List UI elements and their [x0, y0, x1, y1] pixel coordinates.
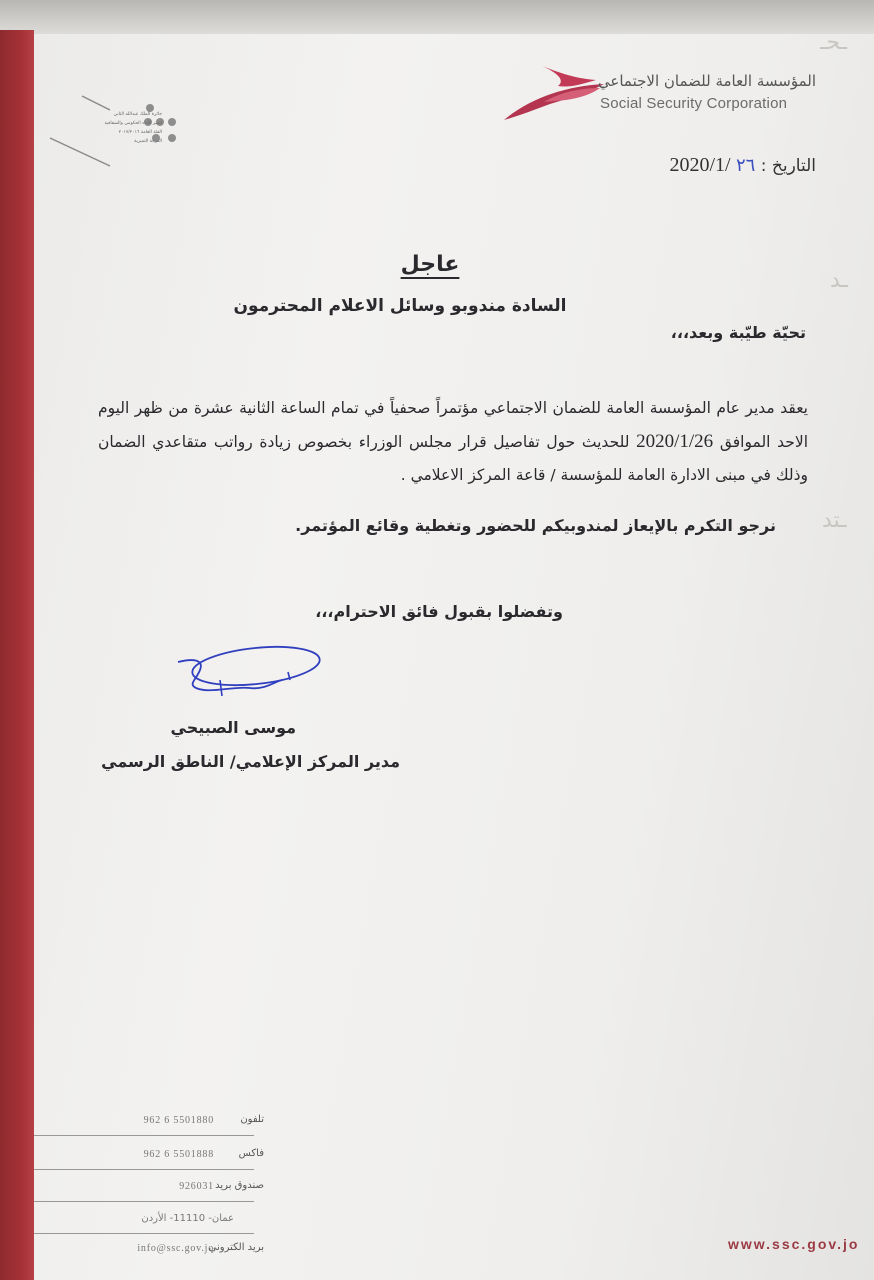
body-text-part-2: للحديث حول تفاصيل قرار مجلس الوزراء بخصوص زيادة رواتب متقاعدي الضمان وذلك في مبنى الادارة العامة للمؤسسة / قاعة المركز الاعلامي . — [98, 433, 808, 484]
email-label: بريد الكتروني — [208, 1242, 264, 1253]
urgent-heading: عاجل — [400, 252, 460, 277]
phone-value: 962 6 5501880 — [143, 1115, 214, 1126]
email-value: info@ssc.gov.jo — [137, 1243, 214, 1254]
award-line: لتميز الأداء الحكومي والشفافية — [104, 121, 162, 126]
page-top-shadow — [0, 0, 874, 34]
org-name-english: Social Security Corporation — [600, 95, 788, 112]
greeting: تحيّة طيّبة وبعد،،، — [670, 323, 806, 342]
phone-label: تلفون — [240, 1114, 264, 1125]
request-line: نرجو التكرم بالإيعاز لمندوبيكم للحضور وتغطية وقائع المؤتمر. — [295, 516, 776, 535]
signer-title: مدير المركز الإعلامي/ الناطق الرسمي — [101, 752, 400, 771]
body-text-part-1: يعقد مدير عام المؤسسة العامة للضمان الاجتماعي مؤتمراً صحفياً في تمام الساعة الثانية عشرة من ظهر اليوم الاحد الموافق — [98, 399, 809, 451]
pobox-label: صندوق بريد — [215, 1180, 264, 1191]
signer-name: موسى الصبيحي — [170, 718, 296, 737]
bleed-mark: ـحـ — [820, 30, 848, 55]
bleed-mark: ـتد — [822, 508, 847, 533]
award-line: الدرجة التميزية — [134, 139, 162, 144]
closing-line: وتفضلوا بقبول فائق الاحترام،،، — [315, 602, 563, 621]
date-handwritten-day: ٢٦ — [735, 155, 756, 176]
award-line: جائزة الملك عبدالله الثاني — [113, 112, 162, 117]
date-label: التاريخ : — [760, 156, 816, 176]
footer-row-address — [34, 1203, 254, 1234]
award-text — [72, 110, 162, 146]
left-accent-band — [0, 30, 34, 1280]
website-link[interactable]: www.ssc.gov.jo — [728, 1236, 860, 1252]
ssc-logo-icon — [500, 58, 820, 128]
footer-row-email — [34, 1233, 264, 1263]
address-value: عمان- 11110- الأردن — [141, 1213, 234, 1224]
footer-row-phone — [34, 1105, 264, 1136]
signature-icon — [160, 640, 340, 720]
recipients-line: السادة مندوبو وسائل الاعلام المحترمون — [233, 296, 567, 316]
footer-row-fax — [34, 1139, 264, 1170]
fax-value: 962 6 5501888 — [143, 1149, 214, 1160]
fax-label: فاكس — [238, 1148, 264, 1159]
award-line: الفئة العامة ٢٠١٧/٢٠١٦ — [118, 130, 162, 135]
body-paragraph — [98, 392, 808, 492]
date-row — [560, 154, 816, 177]
pobox-value: 926031 — [179, 1181, 214, 1192]
date-printed: 2020/1/ — [669, 154, 731, 176]
footer-row-pobox — [34, 1171, 264, 1202]
org-name-arabic: المؤسسة العامة للضمان الاجتماعي — [597, 72, 816, 90]
event-date: 2020/1/26 — [636, 431, 714, 452]
bleed-mark: ـد — [830, 268, 848, 293]
